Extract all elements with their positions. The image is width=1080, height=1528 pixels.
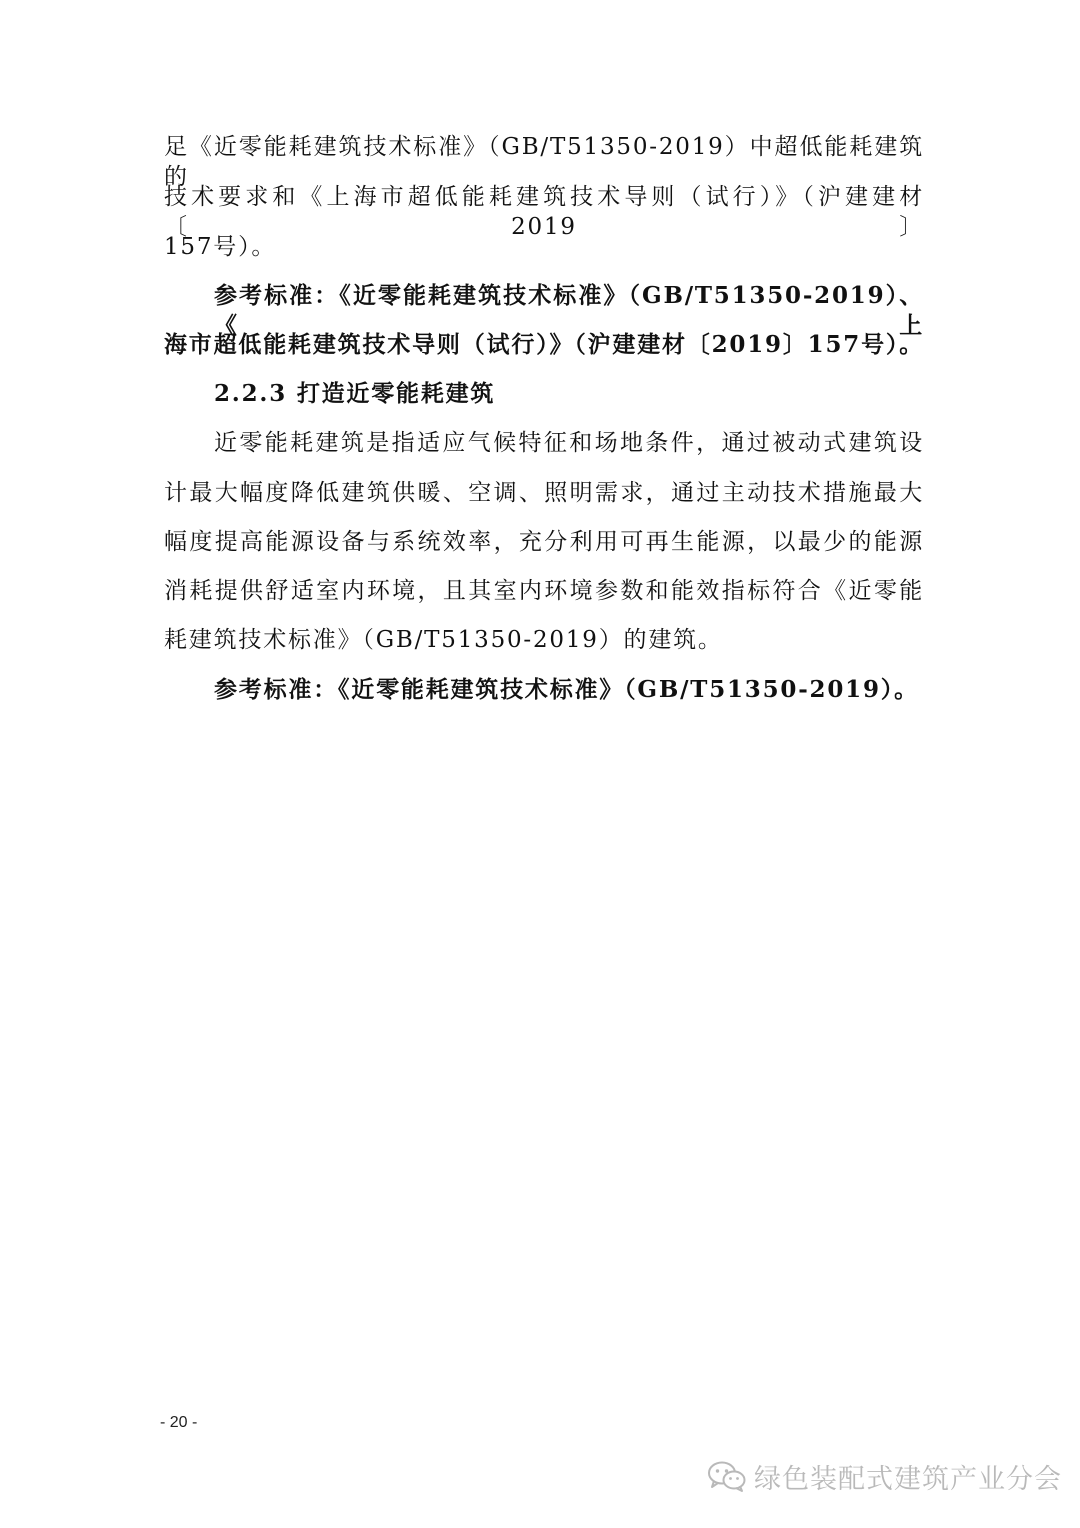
watermark [706, 1456, 1062, 1496]
paragraph-line: 计最大幅度降低建筑供暖、空调、照明需求，通过主动技术措施最大 [164, 480, 924, 506]
paragraph-line: 近零能耗建筑是指适应气候特征和场地条件，通过被动式建筑设 [214, 430, 924, 456]
watermark-text: 绿色装配式建筑产业分会 [754, 1463, 1062, 1495]
reference-standard-line: 海市超低能耗建筑技术导则（试行）》（沪建建材〔2019〕157号）。 [164, 331, 924, 358]
section-heading: 2.2.3 打造近零能耗建筑 [214, 380, 496, 407]
paragraph-line: 幅度提高能源设备与系统效率，充分利用可再生能源，以最少的能源 [164, 529, 924, 555]
reference-standard-line: 参考标准：《近零能耗建筑技术标准》（GB/T51350-2019）、《上 [214, 282, 924, 339]
paragraph-line: 消耗提供舒适室内环境，且其室内环境参数和能效指标符合《近零能 [164, 578, 924, 604]
wechat-icon [706, 1459, 748, 1493]
reference-standard-line: 参考标准：《近零能耗建筑技术标准》（GB/T51350-2019）。 [214, 676, 919, 703]
paragraph-line: 耗建筑技术标准》（GB/T51350-2019）的建筑。 [164, 627, 723, 653]
paragraph-line: 足《近零能耗建筑技术标准》（GB/T51350-2019）中超低能耗建筑的 [164, 134, 924, 190]
page-number: - 20 - [160, 1414, 198, 1431]
paragraph-line: 技术要求和《上海市超低能耗建筑技术导则（试行）》（沪建建材〔2019〕 [164, 184, 924, 240]
paragraph-line: 157号）。 [164, 234, 277, 260]
